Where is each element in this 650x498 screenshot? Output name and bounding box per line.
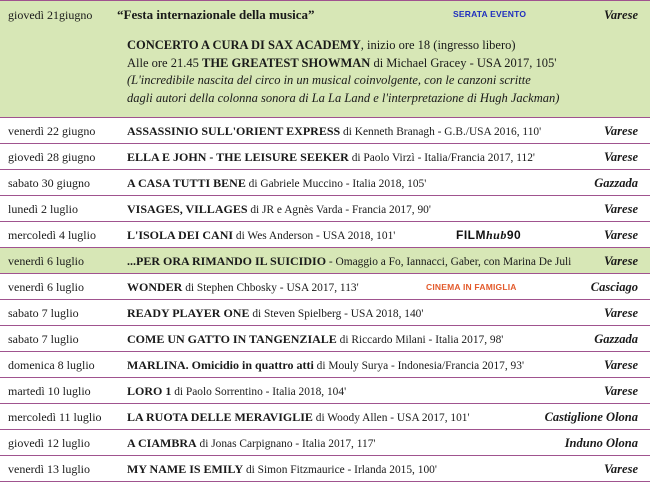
filmhub-badge-part: 90 [506, 228, 522, 242]
film-detail: di Steven Spielberg - USA 2018, 140' [249, 308, 424, 320]
screening-info [127, 456, 437, 483]
screening-location: Varese [603, 202, 638, 216]
film-title: ELLA E JOHN - THE LEISURE SEEKER [127, 150, 349, 164]
screening-info [127, 352, 524, 379]
screening-location: Gazzada [594, 176, 638, 190]
screening-row [0, 196, 650, 222]
screening-info [127, 170, 426, 197]
screening-date: sabato 7 luglio [8, 306, 79, 320]
screening-row [0, 456, 650, 482]
cinema-family-badge: CINEMA IN FAMIGLIA [426, 282, 517, 292]
screening-time: Alle ore 21.45 [127, 55, 202, 70]
screening-row [0, 430, 650, 456]
event-line-4: dagli autori della colonna sonora di La La Land e l'interpretazione di Hugh Jackman) [127, 90, 560, 105]
screening-date: venerdì 22 giugno [8, 124, 96, 138]
event-tag: SERATA EVENTO [453, 9, 527, 19]
film-title: MY NAME IS EMILY [127, 462, 244, 476]
screening-location: Varese [603, 150, 638, 164]
screening-date: sabato 7 luglio [8, 332, 79, 346]
screening-row [0, 326, 650, 352]
concert-detail: , inizio ore 18 (ingresso libero) [360, 38, 516, 52]
featured-event-row [0, 0, 650, 118]
screening-date: venerdì 13 luglio [8, 462, 90, 476]
screening-info [127, 274, 359, 301]
screening-row [0, 144, 650, 170]
film-title: A CASA TUTTI BENE [127, 176, 246, 190]
screening-info [127, 430, 375, 457]
screening-row [0, 248, 650, 274]
film-title: WONDER [127, 280, 183, 294]
film-detail: di Michael Gracey - USA 2017, 105' [370, 55, 557, 70]
film-detail: di Mouly Surya - Indonesia/Francia 2017, 93' [313, 360, 524, 372]
screening-date: mercoledì 4 luglio [8, 228, 96, 242]
screening-info [127, 326, 503, 353]
screening-row [0, 300, 650, 326]
screening-date: lunedì 2 luglio [8, 202, 78, 216]
screening-rows [0, 118, 650, 482]
screening-location: Castiglione Olona [544, 410, 638, 424]
screening-info [127, 300, 423, 327]
screening-info [127, 378, 346, 405]
screening-date: venerdì 6 luglio [8, 254, 84, 268]
film-title: THE GREATEST SHOWMAN [201, 55, 371, 70]
screening-row [0, 352, 650, 378]
film-detail: di Woody Allen - USA 2017, 101' [312, 412, 470, 424]
film-detail: di Stephen Chbosky - USA 2017, 113' [182, 282, 359, 294]
film-title: LA RUOTA DELLE MERAVIGLIE [127, 410, 313, 424]
filmhub-badge-part: hub [486, 228, 507, 242]
screening-info [127, 196, 431, 223]
screening-date: sabato 30 giugno [8, 176, 90, 190]
film-title: A CIAMBRA [127, 436, 197, 450]
film-title: LORO 1 [127, 384, 172, 398]
screening-location: Varese [603, 462, 638, 476]
screening-row [0, 222, 650, 248]
film-title: READY PLAYER ONE [127, 306, 250, 320]
screening-location: Varese [603, 358, 638, 372]
event-title: “Festa internazionale della musica” [117, 7, 315, 22]
film-detail: di Gabriele Muccino - Italia 2018, 105' [245, 178, 427, 190]
film-detail: di Riccardo Milani - Italia 2017, 98' [336, 334, 504, 346]
screening-info [127, 144, 535, 171]
screening-date: venerdì 6 luglio [8, 280, 84, 294]
screening-row [0, 118, 650, 144]
screening-date: giovedì 28 giugno [8, 150, 96, 164]
film-detail: di Kenneth Branagh - G.B./USA 2016, 110' [340, 126, 542, 138]
screening-location: Varese [603, 228, 638, 242]
screening-date: giovedì 12 luglio [8, 436, 90, 450]
screening-row [0, 170, 650, 196]
film-title: L'ISOLA DEI CANI [127, 228, 234, 242]
screening-location: Varese [603, 124, 638, 138]
film-title: MARLINA. Omicidio in quattro atti [127, 358, 314, 372]
event-details [127, 37, 559, 107]
screening-row [0, 274, 650, 300]
screening-location: Varese [603, 306, 638, 320]
film-detail: di Simon Fitzmaurice - Irlanda 2015, 100' [243, 464, 437, 476]
film-detail: di Jonas Carpignano - Italia 2017, 117' [196, 438, 376, 450]
screening-location: Varese [603, 384, 638, 398]
screening-location: Casciago [590, 280, 638, 294]
film-detail: - Omaggio a Fo, Iannacci, Gaber, con Marina De Juli [326, 256, 572, 268]
event-line-2 [127, 55, 559, 73]
film-title: ASSASSINIO SULL'ORIENT EXPRESS [127, 124, 341, 138]
screening-location: Gazzada [594, 332, 638, 346]
concert-title: CONCERTO A CURA DI SAX ACADEMY [127, 38, 361, 52]
event-date: giovedì 21giugno [8, 8, 93, 22]
event-line-1 [127, 37, 559, 55]
screening-info [127, 222, 395, 249]
screening-info [127, 248, 571, 275]
screening-info [127, 118, 541, 145]
screening-date: mercoledì 11 luglio [8, 410, 102, 424]
screening-date: domenica 8 luglio [8, 358, 95, 372]
screening-date: martedì 10 luglio [8, 384, 91, 398]
screening-location: Varese [603, 254, 638, 268]
event-line-3: (L'incredibile nascita del circo in un musical coinvolgente, con le canzoni scritte [127, 73, 531, 87]
film-detail: di Paolo Sorrentino - Italia 2018, 104' [171, 386, 347, 398]
filmhub-badge [456, 222, 521, 248]
screening-location: Induno Olona [564, 436, 638, 450]
film-detail: di Paolo Virzì - Italia/Francia 2017, 112' [348, 152, 535, 164]
film-title: COME UN GATTO IN TANGENZIALE [127, 332, 337, 346]
film-title: ...PER ORA RIMANDO IL SUICIDIO [127, 254, 327, 268]
screening-row [0, 404, 650, 430]
filmhub-badge-part: FILM [456, 228, 486, 242]
film-detail: di JR e Agnès Varda - Francia 2017, 90' [247, 204, 431, 216]
screening-row [0, 378, 650, 404]
screening-info [127, 404, 470, 431]
film-title: VISAGES, VILLAGES [127, 202, 248, 216]
event-location: Varese [603, 8, 638, 22]
film-detail: di Wes Anderson - USA 2018, 101' [233, 230, 396, 242]
